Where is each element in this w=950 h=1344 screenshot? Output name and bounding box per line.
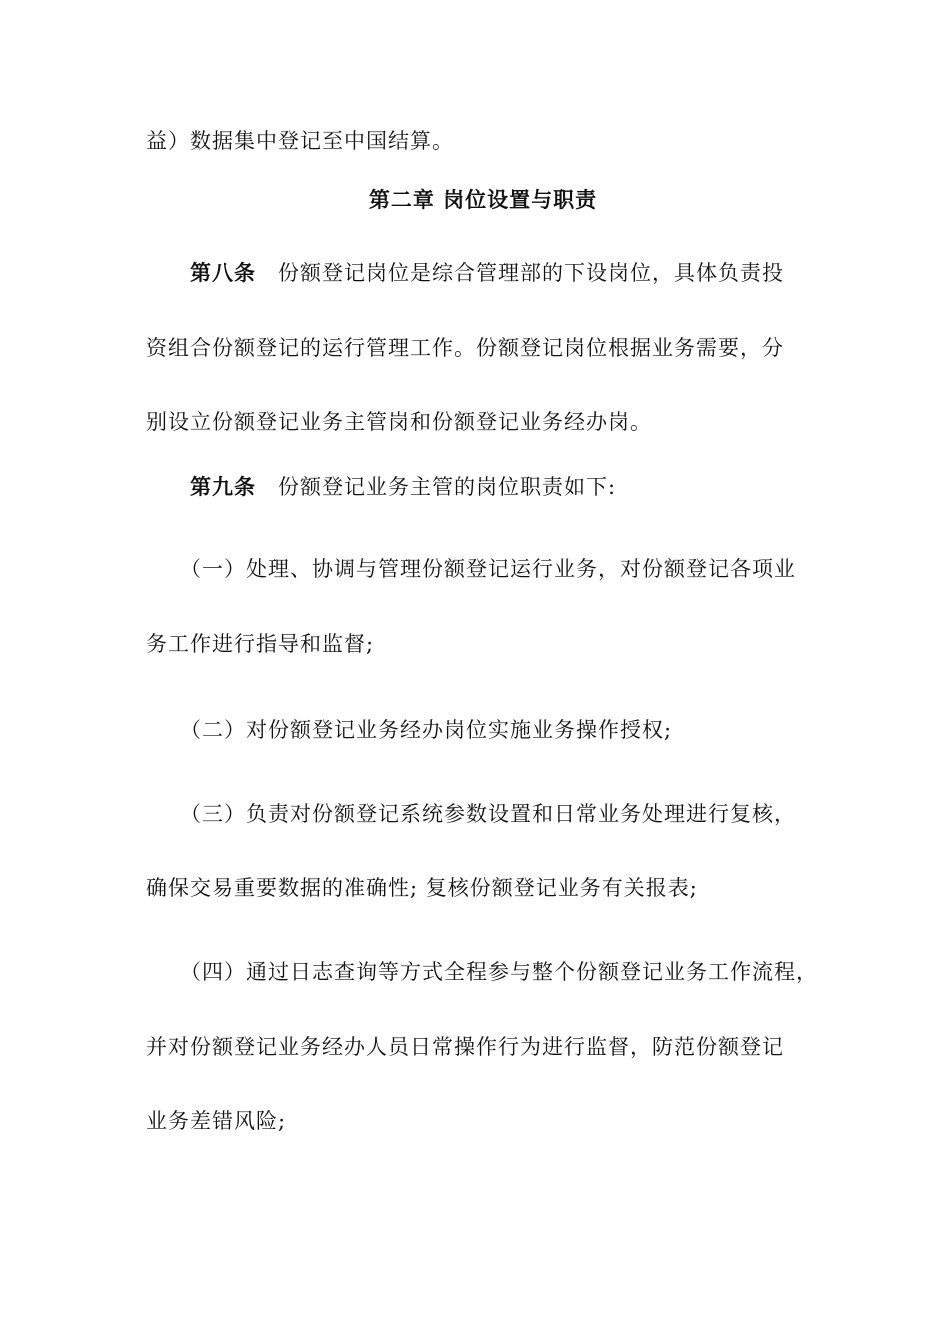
- chapter-heading: 第二章 岗位设置与职责: [368, 188, 598, 212]
- list-item-1-line: （一）处理、协调与管理份额登记运行业务，对份额登记各项业: [180, 557, 796, 581]
- list-item-3-line: （三）负责对份额登记系统参数设置和日常业务处理进行复核，: [180, 802, 796, 826]
- paragraph-line: 并对份额登记业务经办人员日常操作行为进行监督，防范份额登记: [146, 1035, 784, 1059]
- list-item-4-line: （四）通过日志查询等方式全程参与整个份额登记业务工作流程，: [180, 960, 818, 984]
- article-9-label: 第九条: [190, 475, 256, 499]
- paragraph-line: 务工作进行指导和监督;: [146, 632, 375, 656]
- list-item-2-line: （二）对份额登记业务经办岗位实施业务操作授权;: [180, 718, 673, 742]
- article-8-first-line: [190, 256, 950, 290]
- paragraph-line: 别设立份额登记业务主管岗和份额登记业务经办岗。: [146, 410, 652, 434]
- article-8-text: 份额登记岗位是综合管理部的下设岗位，具体负责投: [278, 261, 784, 285]
- paragraph-line: 业务差错风险;: [146, 1109, 287, 1133]
- paragraph-line: 益）数据集中登记至中国结算。: [146, 129, 454, 153]
- article-9-text: 份额登记业务主管的岗位职责如下:: [278, 475, 617, 499]
- article-9-first-line: [190, 470, 950, 504]
- article-8-label: 第八条: [190, 261, 256, 285]
- paragraph-line: 确保交易重要数据的准确性; 复核份额登记业务有关报表;: [146, 876, 698, 900]
- paragraph-line: 资组合份额登记的运行管理工作。份额登记岗位根据业务需要，分: [146, 336, 784, 360]
